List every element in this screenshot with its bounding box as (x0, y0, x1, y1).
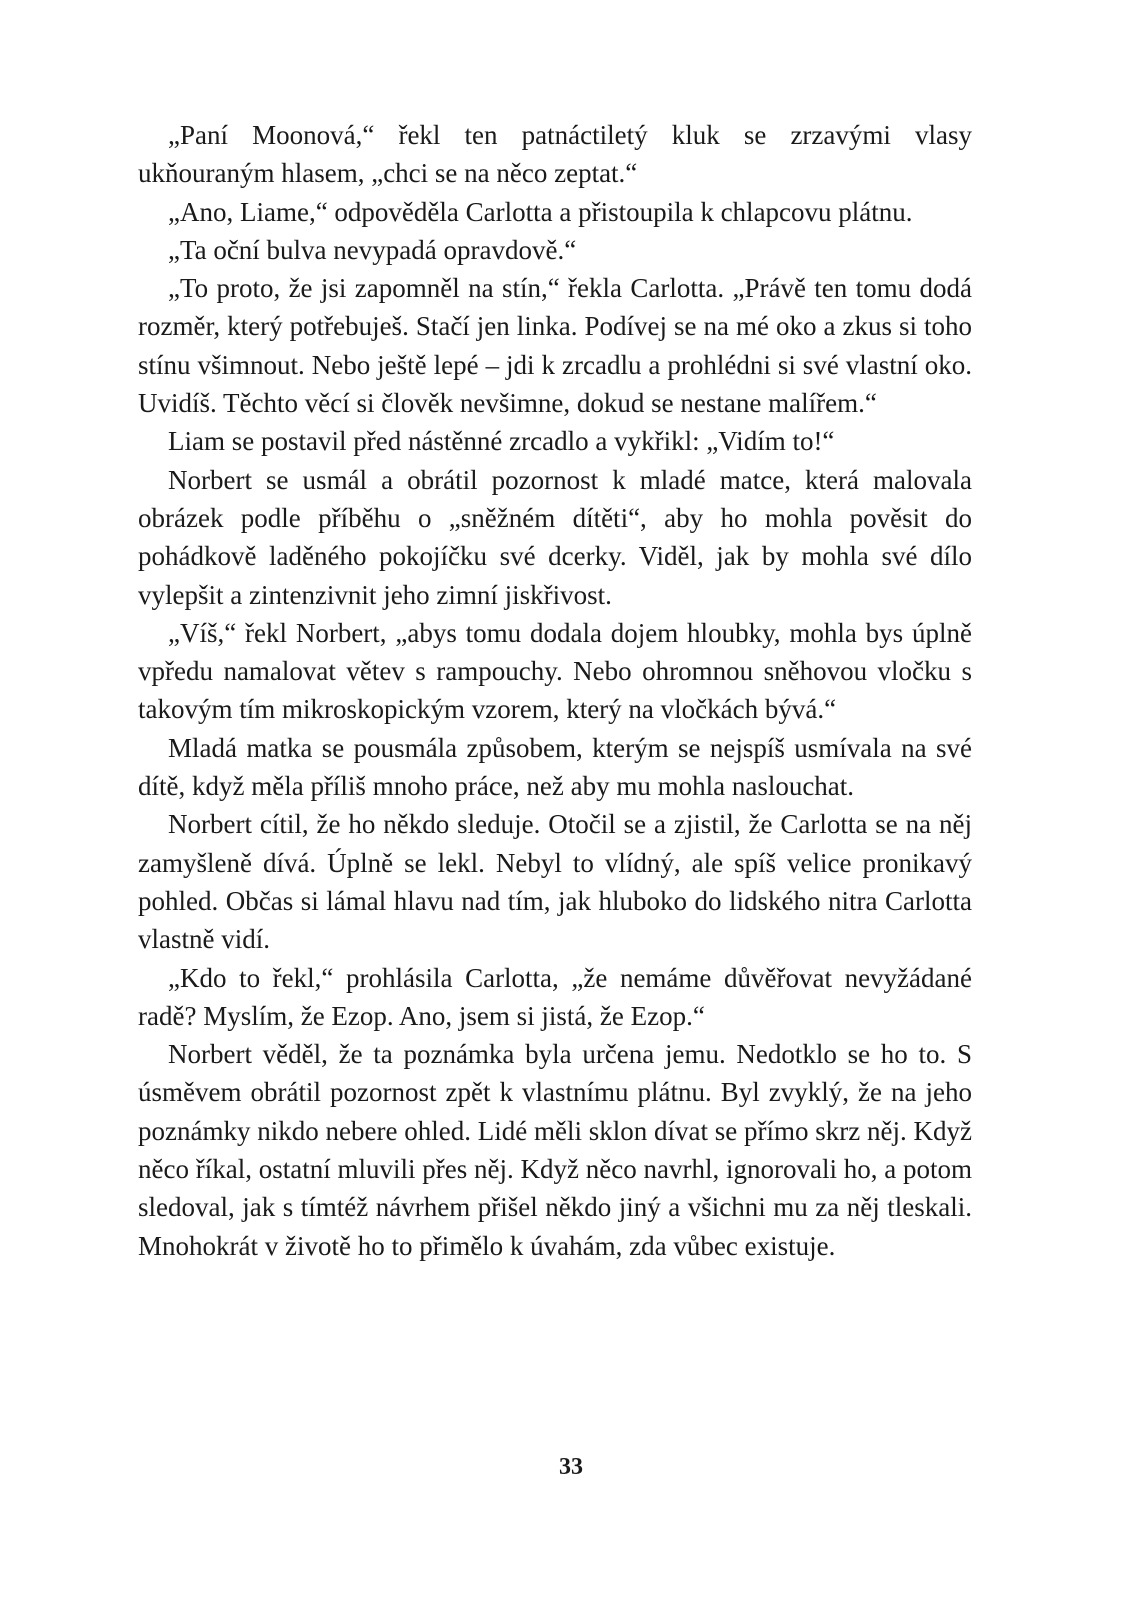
paragraph-9: Norbert cítil, že ho někdo sleduje. Otočil se a zjistil, že Carlotta se na něj zamyšleně dívá. Úplně se lekl. Nebyl to vlídný, ale spíš velice pronikavý pohled. Občas si lámal hlavu nad tím, jak hluboko do lidského nitra Carlotta vlastně vidí. (138, 809, 972, 955)
paragraph-3: „Ta oční bulva nevypadá opravdově.“ (168, 234, 577, 265)
paragraph-5: Liam se postavil před nástěnné zrcadlo a vykřikl: „Vidím to!“ (168, 426, 835, 457)
page-number: 33 (559, 1454, 583, 1480)
page-body (138, 116, 972, 1265)
paragraph-4: „To proto, že jsi zapomněl na stín,“ řekla Carlotta. „Právě ten tomu dodá rozměr, který potřebuješ. Stačí jen linka. Podívej se na mé oko a zkus si toho stínu všimnout. Nebo ještě lepé – jdi k zrcadlu a prohlédni si své vlastní oko. Uvidíš. Těchto věcí si člověk nevšimne, dokud se nestane malířem.“ (138, 273, 972, 419)
paragraph-2: „Ano, Liame,“ odpověděla Carlotta a přistoupila k chlapcovu plátnu. (168, 196, 913, 227)
paragraph-8: Mladá matka se pousmála způsobem, kterým se nejspíš usmívala na své dítě, když měla příliš mnoho práce, než aby mu mohla naslouchat. (138, 732, 972, 802)
paragraph-10: „Kdo to řekl,“ prohlásila Carlotta, „že nemáme důvěřovat nevyžádané radě? Myslím, že Ezop. Ano, jsem si jistá, že Ezop.“ (138, 962, 972, 1031)
paragraph-7: „Víš,“ řekl Norbert, „abys tomu dodala dojem hloubky, mohla bys úplně vpředu namalovat větev s rampouchy. Nebo ohromnou sněhovou vločku s takovým tím mikroskopickým vzorem, který na vločkách bývá.“ (138, 617, 972, 725)
paragraph-1: „Paní Moonová,“ řekl ten patnáctiletý kluk se zrzavými vlasy ukňouraným hlasem, „chci se na něco zeptat.“ (138, 120, 972, 189)
paragraph-6: Norbert se usmál a obrátil pozornost k mladé matce, která malovala obrázek podle příběhu o „sněžném dítěti“, aby ho mohla pověsit do pohádkově laděného pokojíčku své dcerky. Viděl, jak by mohla své dílo vylepšit a zintenzivnit jeho zimní jiskřivost. (138, 464, 972, 610)
paragraph-11: Norbert věděl, že ta poznámka byla určena jemu. Nedotklo se ho to. S úsměvem obrátil pozornost zpět k vlastnímu plátnu. Byl zvyklý, že na jeho poznámky nikdo nebere ohled. Lidé měli sklon dívat se přímo skrz něj. Když něco říkal, ostatní mluvili přes něj. Když něco navrhl, ignorovali ho, a potom sledoval, jak s tímtéž návrhem přišel někdo jiný a všichni mu za něj tleskali. Mnohokrát v životě ho to přimělo k úvahám, zda vůbec existuje. (138, 1039, 972, 1261)
